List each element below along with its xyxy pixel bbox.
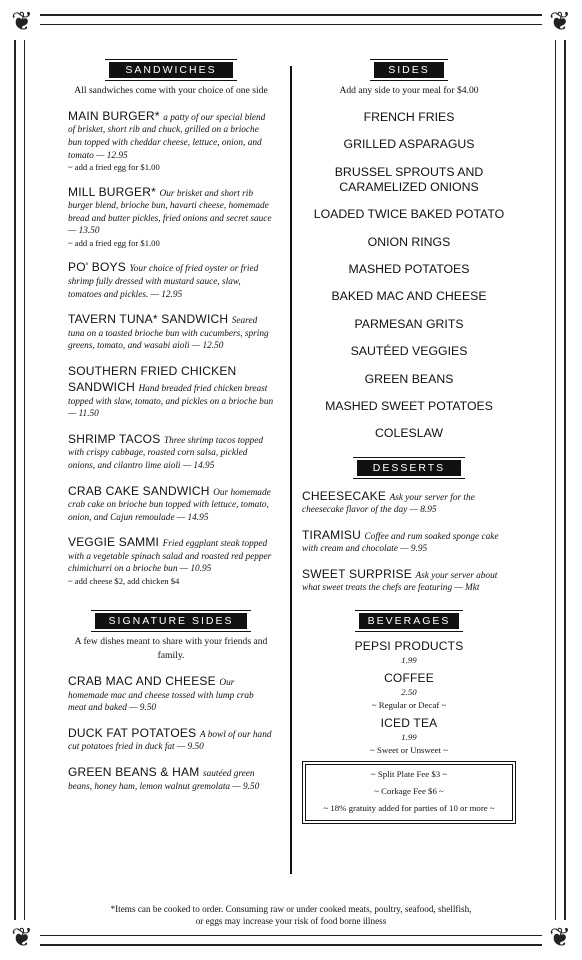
sandwiches-note: All sandwiches come with your choice of one side: [74, 85, 268, 96]
menu-item: [68, 363, 274, 421]
beverage-item: [302, 671, 516, 710]
item-addon: ~ add a fried egg for $1.00: [68, 237, 160, 248]
sides-note: Add any side to your meal for $4.00: [339, 85, 479, 96]
item-description: Our brisket and short rib burger blend, brioche bun, havarti cheese, homemade bread and butter pickles, fried onions and secret sauce — 13.50: [68, 188, 272, 237]
side-item: ONION RINGS: [367, 234, 451, 249]
menu-item: [68, 483, 274, 525]
item-addon: ~ add cheese $2, add chicken $4: [68, 575, 180, 586]
sandwich-list: [68, 108, 274, 588]
item-description: Your choice of fried oyster or fried shrimp fully dressed with mustard sauce, slaw, tomatoes and pickles. — 12.95: [68, 264, 259, 300]
side-item: SAUTÉED VEGGIES: [350, 344, 468, 359]
item-price: 2.50: [401, 686, 417, 697]
menu-item: [68, 108, 274, 174]
column-divider: [290, 66, 292, 874]
item-description: Ask your server for the cheesecake flavor of the day — 8.95: [302, 492, 475, 516]
item-name: ICED TEA: [380, 715, 438, 730]
fees-box: [302, 761, 516, 825]
menu-item: [302, 527, 516, 556]
fee-line: ~ Split Plate Fee $3 ~: [370, 768, 448, 779]
signature-note: A few dishes meant to share with your friends and family.: [74, 636, 268, 662]
item-name: PEPSI PRODUCTS: [354, 638, 464, 653]
disclaimer-line: *Items can be cooked to order. Consuming raw or under cooked meats, poultry, seafood, shellfish,: [110, 904, 472, 914]
side-item: BAKED MAC AND CHEESE: [331, 289, 487, 304]
side-item: GRILLED ASPARAGUS: [343, 137, 475, 152]
item-description: Fried eggplant steak topped with a vegetable spinach salad and roasted red pepper chimichurri on a brioche bun — 10.95: [68, 539, 272, 575]
item-option: ~ Sweet or Unsweet ~: [370, 744, 448, 755]
item-description: Three shrimp tacos topped with crispy cabbage, roasted corn salsa, pickled onions, and cilantro lime aioli — 14.95: [68, 435, 264, 472]
item-option: ~ Regular or Decaf ~: [371, 699, 447, 710]
beverage-item: [302, 716, 516, 755]
menu-item: [68, 534, 274, 587]
item-name: CRAB CAKE SANDWICH: [68, 483, 214, 498]
side-item: PARMESAN GRITS: [354, 316, 464, 331]
menu-item: [302, 488, 516, 517]
menu-item: [68, 673, 274, 715]
item-name: MAIN BURGER*: [68, 108, 164, 123]
menu-item: [68, 725, 274, 754]
item-description: Our homemade crab cake on brioche bun topped with lettuce, tomato, onion, and Cajun remoulade — 14.95: [68, 487, 271, 523]
fee-line: ~ Corkage Fee $6 ~: [374, 786, 444, 797]
item-description: A bowl of our hand cut potatoes fried in duck fat — 9.50: [68, 729, 272, 753]
beverage-item: [302, 639, 516, 665]
left-column: [68, 62, 274, 803]
fee-line: ~ 18% gratuity added for parties of 10 or more ~: [323, 803, 495, 814]
section-heading-beverages: BEVERAGES: [359, 613, 459, 629]
item-name: CRAB MAC AND CHEESE: [68, 674, 220, 689]
item-description: Ask your server about what sweet treats the chefs are featuring — Mkt: [302, 570, 498, 594]
item-description: Seared tuna on a toasted brioche bun with cucumbers, spring greens, tomato, and wasabi aioli — 12.50: [68, 316, 269, 352]
item-name: TIRAMISU: [302, 527, 365, 542]
item-name: SOUTHERN FRIED CHICKEN SANDWICH: [68, 363, 237, 395]
side-item: LOADED TWICE BAKED POTATO: [313, 207, 505, 222]
side-item: FRENCH FRIES: [363, 109, 455, 124]
section-heading-sides: SIDES: [374, 62, 444, 78]
item-name: DUCK FAT POTATOES: [68, 725, 200, 740]
item-name: TAVERN TUNA* SANDWICH: [68, 312, 232, 327]
menu-item: [68, 311, 274, 353]
side-item: MASHED POTATOES: [348, 262, 470, 277]
section-heading-sandwiches: SANDWICHES: [109, 62, 233, 78]
item-name: CHEESECAKE: [302, 488, 390, 503]
menu-item: [68, 259, 274, 301]
side-item: COLESLAW: [375, 426, 443, 441]
flourish-icon: ❦: [542, 920, 578, 956]
item-description: sautéed green beans, honey ham, lemon walnut gremolata — 9.50: [68, 769, 260, 792]
item-name: COFFEE: [384, 670, 434, 685]
disclaimer-line: or eggs may increase your risk of food borne illness: [195, 915, 387, 926]
flourish-icon: ❦: [542, 4, 578, 40]
menu-item: [68, 184, 274, 250]
item-description: Our homemade mac and cheese tossed with lump crab meat and baked — 9.50: [68, 678, 254, 714]
menu-item: [68, 431, 274, 473]
item-name: MILL BURGER*: [68, 184, 160, 199]
menu-item: [68, 764, 274, 793]
side-item: GREEN BEANS: [364, 371, 454, 386]
flourish-icon: ❦: [4, 4, 40, 40]
item-name: SHRIMP TACOS: [68, 431, 164, 446]
item-name: VEGGIE SAMMI: [68, 535, 163, 550]
item-name: SWEET SURPRISE: [302, 566, 416, 581]
right-column: [302, 62, 516, 824]
item-addon: ~ add a fried egg for $1.00: [68, 162, 160, 173]
item-description: Hand breaded fried chicken breast topped with slaw, tomato, and pickles on a brioche bun — 11.50: [68, 384, 274, 420]
menu-item: [302, 566, 516, 595]
side-item: MASHED SWEET POTATOES: [325, 398, 493, 413]
item-name: PO' BOYS: [68, 260, 130, 275]
item-price: 1.99: [401, 654, 417, 665]
side-item: BRUSSEL SPROUTS AND CARAMELIZED ONIONS: [334, 164, 484, 194]
flourish-icon: ❦: [4, 920, 40, 956]
item-price: 1.99: [401, 731, 417, 742]
item-description: a patty of our special blend of brisket, short rib and chuck, grilled on a brioche bun topped with cheddar cheese, lettuce, onion, and tomato — 12.95: [68, 112, 266, 161]
item-name: GREEN BEANS & HAM: [68, 765, 203, 779]
allergy-disclaimer: [60, 904, 522, 928]
section-heading-signature-sides: SIGNATURE SIDES: [95, 613, 247, 629]
item-description: Coffee and rum soaked sponge cake with cream and chocolate — 9.95: [302, 531, 499, 555]
section-heading-desserts: DESSERTS: [357, 460, 461, 476]
